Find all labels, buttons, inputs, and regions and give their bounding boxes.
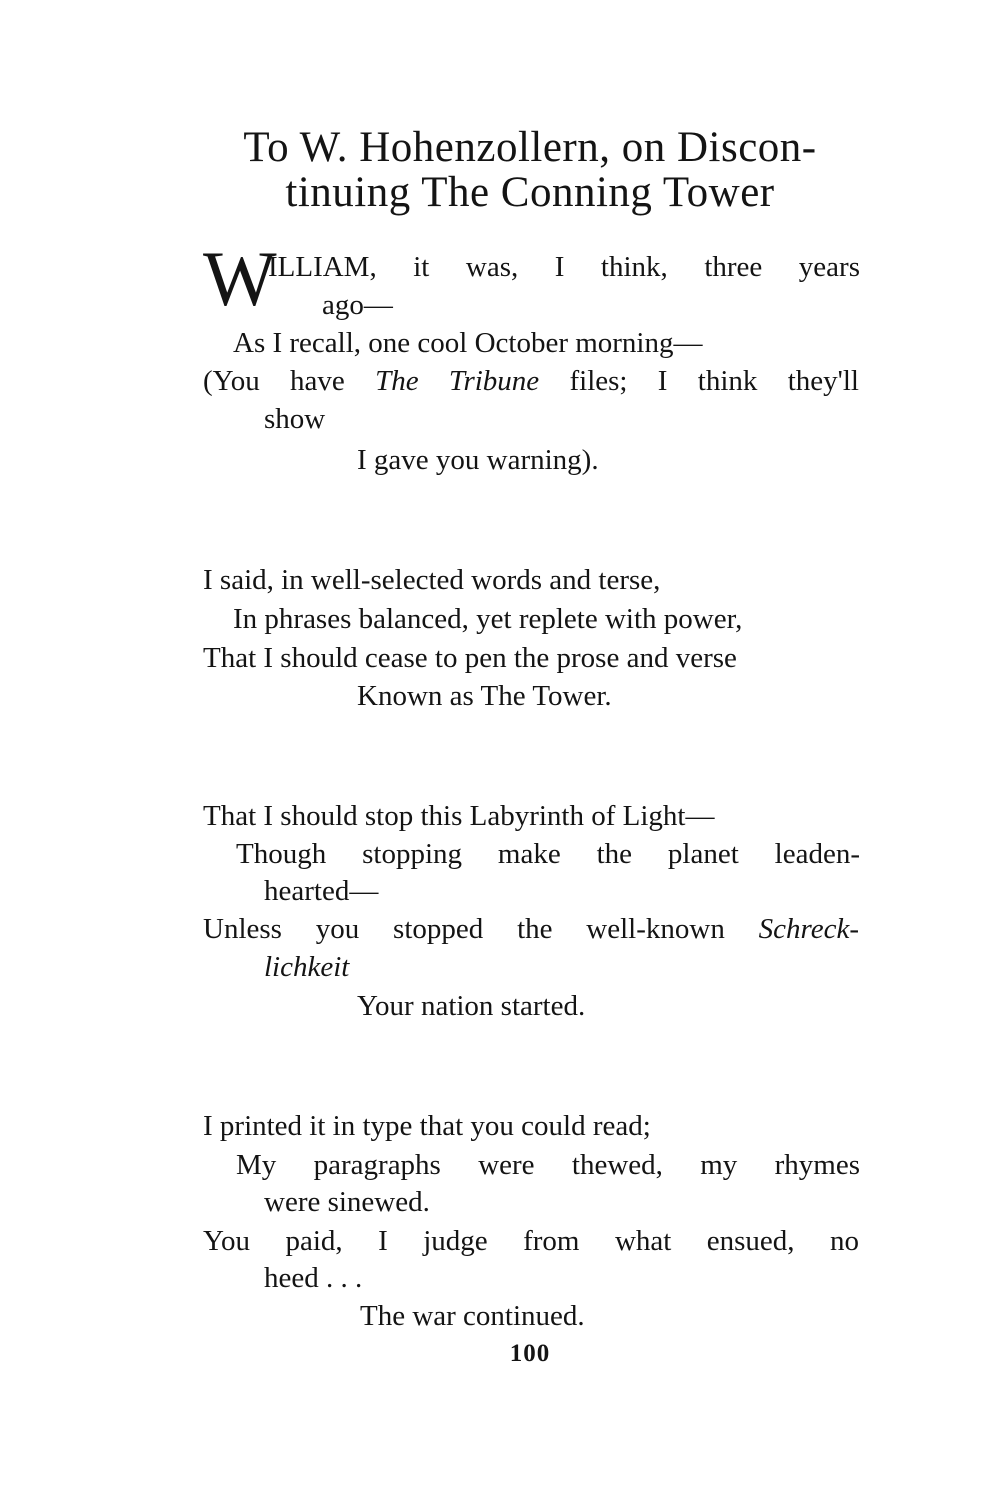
stanza-3-line-3-cont: lichkeit [264,951,350,983]
stanza-2-line-1: I said, in well-selected words and terse, [203,564,661,596]
stanza-4-line-2: My paragraphs were thewed, my rhymes [236,1149,860,1181]
stanza-2-line-2: In phrases balanced, yet replete with power, [233,603,743,635]
stanza-2-line-3: That I should cease to pen the prose and verse [203,642,737,674]
stanza-3-line-4: Your nation started. [357,990,586,1022]
poem-title-line-2: tinuing The Conning Tower [285,169,775,216]
stanza-3-line-2: Though stopping make the planet leaden- [236,838,860,870]
stanza-3-line-2-cont: hearted— [264,875,379,907]
stanza-1-line-3-post: files; I think they'll [539,365,859,397]
stanza-4-line-3-cont: heed . . . [264,1262,363,1294]
stanza-1-line-3 [203,364,859,398]
stanza-1-line-2: As I recall, one cool October morning— [233,327,703,359]
poem-title-line-1: To W. Hohenzollern, on Discon- [243,124,817,171]
stanza-1-line-3-cont: show [264,403,326,435]
stanza-1-line-1-cont: ago— [322,289,393,321]
stanza-3-line-3 [203,912,859,946]
stanza-1-line-3-pre: (You have [203,365,376,397]
stanza-2-line-4: Known as The Tower. [357,680,612,712]
stanza-3-line-3-pre: Unless you stopped the well-known [203,913,759,945]
tribune-italic: The Tribune [375,365,540,397]
stanza-4-line-1: I printed it in type that you could read; [203,1110,651,1142]
stanza-1-line-1: ILLIAM, it was, I think, three years [268,251,860,283]
drop-cap: W [203,235,277,322]
schrecklichkeit-italic-1: Schreck- [758,913,859,945]
stanza-4-line-3: You paid, I judge from what ensued, no [203,1225,859,1257]
stanza-4-line-4: The war continued. [360,1300,585,1332]
stanza-3-line-1: That I should stop this Labyrinth of Light— [203,800,715,832]
stanza-4-line-2-cont: were sinewed. [264,1186,430,1218]
stanza-1-line-4: I gave you warning). [357,444,599,476]
page-number: 100 [509,1340,551,1367]
